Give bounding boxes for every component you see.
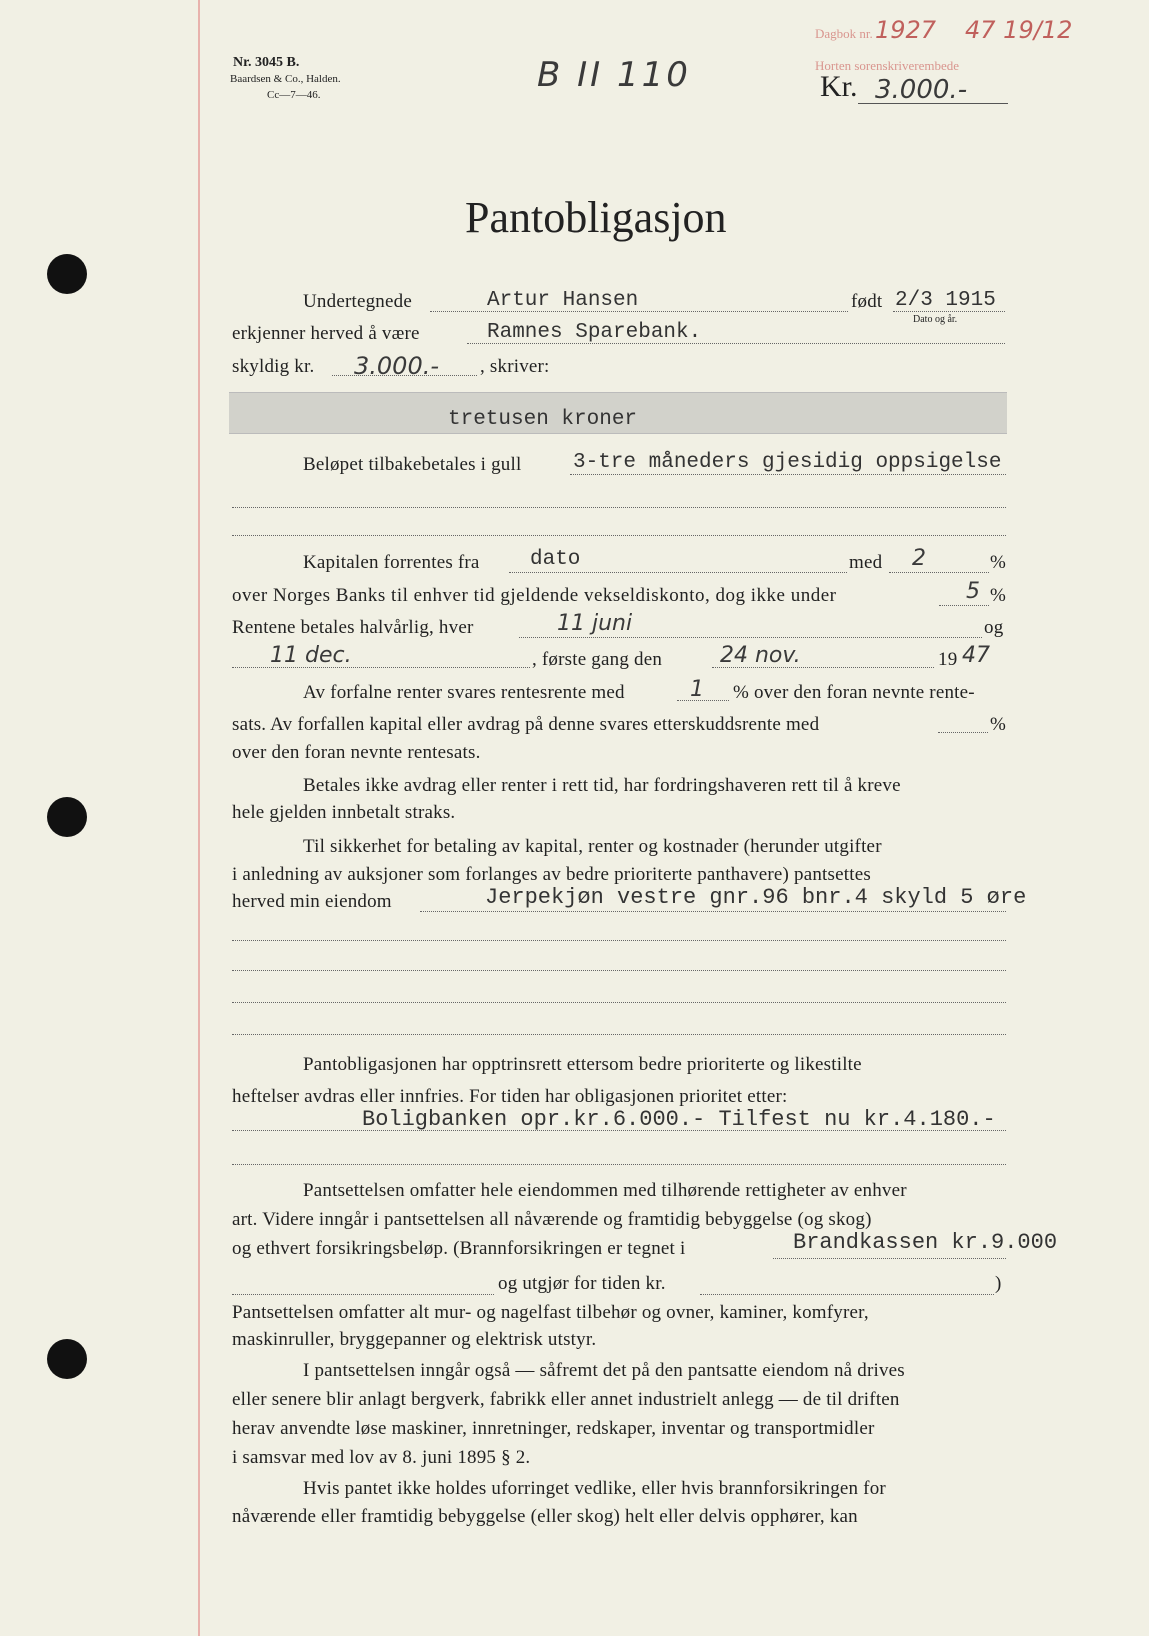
label-born: født [851,291,883,312]
interest-pct-1: % [990,552,1007,573]
p6-line-2: eller senere blir anlagt bergverk, fabrikk eller annet industrielt anlegg — de til driften [232,1389,900,1410]
insurance-line-2 [232,1294,494,1295]
printer-name: Baardsen & Co., Halden. [230,73,341,85]
kr-amount: 3.000.- [875,75,968,105]
interest-line-5a: Av forfalne renter svares rentesrente med [303,682,625,703]
p6-line-3: herav anvendte løse maskiner, innretninger, redskaper, inventar og transportmidler [232,1418,875,1439]
insurance: Brandkassen kr.9.000 [793,1230,1058,1255]
property-line [420,911,1006,912]
repayment-line-2 [232,507,1006,508]
label-undersigned: Undertegnede [303,291,412,312]
p2-line-1: Til sikkerhet for betaling av kapital, renter og kostnader (herunder utgifter [303,836,882,857]
priority: Boligbanken opr.kr.6.000.- Tilfest nu kr.4.180.- [362,1107,996,1132]
late-rate: 1 [690,677,704,702]
page-title: Pantobligasjon [465,193,727,242]
min-rate-line [939,605,989,606]
first-year: 47 [962,643,990,668]
year-prefix: 19 [938,649,958,670]
first-payment: 24 nov. [720,643,801,668]
p2-line-3: herved min eiendom [232,891,392,912]
office-stamp: Horten sorenskriverembede [815,58,960,73]
interest-from: dato [530,548,581,571]
born-hint: Dato og år. [913,314,958,325]
dagbok-date: 47 19/12 [965,16,1073,44]
min-rate: 5 [966,579,980,604]
debtor-name: Artur Hansen [487,289,639,312]
p6-line-4: i samsvar med lov av 8. juni 1895 § 2. [232,1447,531,1468]
repayment-line-3 [232,535,1006,536]
p5-line-1: Pantsettelsen omfatter alt mur- og nagelfast tilbehør og ovner, kaminer, komfyrer, [232,1302,869,1323]
owing-amount: 3.000.- [354,352,439,380]
p4-line-2: art. Videre inngår i pantsettelsen all nåværende og framtidig bebyggelse (og skog) [232,1209,872,1230]
punch-hole-bottom [47,1339,87,1379]
p7-line-1: Hvis pantet ikke holdes uforringet vedlike, eller hvis brannforsikringen for [303,1478,886,1499]
dagbok-number: 1927 [875,16,937,44]
margin-reference: B II 110 [537,55,691,95]
born-date: 2/3 1915 [895,289,996,312]
interest-date-2: 11 dec. [270,643,352,668]
p4-line-1: Pantsettelsen omfatter hele eiendommen med tilhørende rettigheter av enhver [303,1180,907,1201]
property-line-2 [232,940,1006,941]
insurance-line [773,1258,1006,1259]
repayment-terms: 3-tre måneders gjesidig oppsigelse [573,451,1002,474]
interest-rate-line [889,572,989,573]
margin-rule [198,0,200,1636]
property-line-3 [232,970,1006,971]
punch-hole-top [47,254,87,294]
property: Jerpekjøn vestre gnr.96 bnr.4 skyld 5 øre [485,885,1027,910]
priority-line-2 [232,1164,1006,1165]
p1-line-2: hele gjelden innbetalt straks. [232,802,456,823]
priority-line-1 [232,1130,1006,1131]
interest-from-line [509,572,847,573]
interest-pct-3: % [990,714,1007,735]
date1-line [519,637,982,638]
p7-line-2: nåværende eller framtidig bebyggelse (eller skog) helt eller delvis opphører, kan [232,1506,858,1527]
interest-line-2: over Norges Banks til enhver tid gjeldende vekseldiskonto, dog ikke under [232,585,837,606]
insurance-amount-line [700,1294,994,1295]
interest-og: og [984,617,1004,638]
p4-line-4: og utgjør for tiden kr. [498,1273,666,1294]
p6-line-1: I pantsettelsen inngår også — såfremt det på den pantsatte eiendom nå drives [303,1360,905,1381]
label-writes: , skriver: [480,356,550,377]
p3-line-1: Pantobligasjonen har opptrinsrett ettersom bedre prioriterte og likestilte [303,1054,862,1075]
label-owing: skyldig kr. [232,356,315,377]
repayment-line-1 [570,474,1006,475]
dagbok-label: Dagbok nr. [815,26,873,41]
p5-line-2: maskinruller, bryggepanner og elektrisk utstyr. [232,1329,597,1350]
interest-line-4: , første gang den [532,649,663,670]
interest-line-6: sats. Av forfallen kapital eller avdrag på denne svares etterskuddsrente med [232,714,820,735]
p3-line-2: heftelser avdras eller innfries. For tiden har obligasjonen prioritet etter: [232,1086,788,1107]
kr-label: Kr. [820,70,858,103]
punch-hole-middle [47,797,87,837]
interest-line-3: Rentene betales halvårlig, hver [232,617,474,638]
label-acknowledge: erkjenner herved å være [232,323,420,344]
p4-line-4-end: ) [995,1273,1002,1294]
interest-rate: 2 [912,546,926,571]
interest-med: med [849,552,883,573]
p1-line-1: Betales ikke avdrag eller renter i rett tid, har fordringshaveren rett til å kreve [303,775,901,796]
property-line-5 [232,1034,1006,1035]
property-line-4 [232,1002,1006,1003]
form-number: Nr. 3045 B. [233,55,300,70]
interest-date-1: 11 juni [557,611,633,636]
p4-line-3: og ethvert forsikringsbeløp. (Brannforsikringen er tegnet i [232,1238,686,1259]
interest-pct-2: % [990,585,1007,606]
late-capital-line [938,732,988,733]
interest-line-7: over den foran nevnte rentesats. [232,742,481,763]
creditor: Ramnes Sparebank. [487,321,702,344]
p2-line-2: i anledning av auksjoner som forlanges av bedre prioriterte panthavere) pantsettes [232,864,871,885]
print-code: Cc—7—46. [267,89,321,101]
amount-words: tretusen kroner [448,408,638,431]
label-repayment: Beløpet tilbakebetales i gull [303,454,522,475]
interest-line-5b: % over den foran nevnte rente- [733,682,975,703]
interest-line-1: Kapitalen forrentes fra [303,552,480,573]
